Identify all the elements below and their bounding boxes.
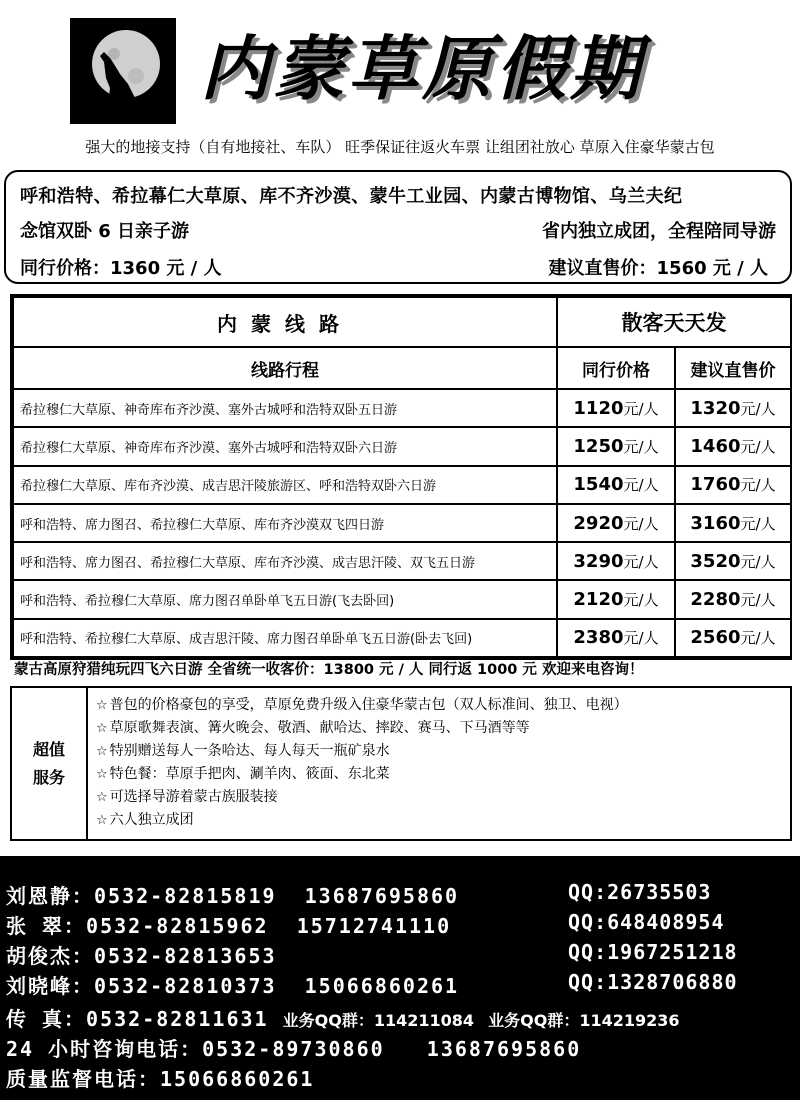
table-row xyxy=(13,466,791,504)
service-item xyxy=(96,786,628,809)
featured-line-2: 念馆双卧 6 日亲子游 xyxy=(20,221,190,242)
retail-price: 2280 xyxy=(690,589,741,611)
contact-phone: 0532-82815819 xyxy=(94,884,277,908)
fax-number: 0532-82811631 xyxy=(86,1007,269,1031)
promo-line: 蒙古高原狩猎纯玩四飞六日游 全省统一收客价：13800 元 / 人 同行返 1000 元 欢迎来电咨询！ xyxy=(14,662,644,678)
contact-qq: QQ:26735503 xyxy=(568,880,712,904)
hotline-mobile: 13687695860 xyxy=(426,1037,582,1061)
qq-group-2-label: 业务QQ群： xyxy=(488,1011,580,1030)
routes-table xyxy=(10,294,792,660)
qq-group-1: 114211084 xyxy=(373,1011,475,1030)
column-header-retail-price: 建议直售价 xyxy=(675,347,791,389)
column-header-route: 线路行程 xyxy=(13,347,557,389)
featured-peer-price: 同行价格：1360 元 / 人 xyxy=(20,258,222,279)
fax-row xyxy=(6,1003,680,1032)
contact-phone: 0532-82815962 xyxy=(86,914,269,938)
contact-name: 张 翠： xyxy=(6,914,87,938)
contact-phone: 0532-82813653 xyxy=(94,944,277,968)
contact-block xyxy=(0,856,800,1100)
contact-name: 刘恩静： xyxy=(6,884,94,908)
quality-phone: 15066860261 xyxy=(160,1067,315,1091)
price-unit: 元/人 xyxy=(623,476,659,495)
price-unit: 元/人 xyxy=(623,514,659,533)
contact-qq: QQ:648408954 xyxy=(568,910,725,934)
retail-price-cell xyxy=(675,466,791,504)
table-row xyxy=(13,427,791,465)
peer-price: 1250 xyxy=(573,435,624,457)
table-title: 内蒙线路 xyxy=(13,297,557,347)
contact-mobile: 15066860261 xyxy=(304,974,460,998)
peer-price: 2120 xyxy=(573,589,624,611)
route-name: 呼和浩特、希拉穆仁大草原、席力图召单卧单飞五日游(飞去卧回) xyxy=(13,580,557,618)
contact-name: 胡俊杰： xyxy=(6,944,94,968)
contact-info xyxy=(6,970,459,999)
service-text: 普包的价格豪包的享受，草原免费升级入住豪华蒙古包（双人标准间、独卫、电视） xyxy=(109,697,628,713)
quality-row xyxy=(6,1063,314,1092)
quality-label: 质量监督电话： xyxy=(6,1067,160,1091)
retail-price: 2560 xyxy=(690,627,741,649)
retail-price-cell xyxy=(675,580,791,618)
retail-price: 3520 xyxy=(690,550,741,572)
qq-group-1-label: 业务QQ群： xyxy=(282,1011,374,1030)
price-unit: 元/人 xyxy=(740,552,776,571)
contact-info xyxy=(6,880,459,909)
peer-price-cell xyxy=(557,504,675,542)
peer-price-cell xyxy=(557,580,675,618)
service-text: 六人独立成团 xyxy=(109,812,194,828)
service-text: 可选择导游着蒙古族服装接 xyxy=(109,789,278,805)
price-unit: 元/人 xyxy=(623,437,659,456)
featured-tour-box xyxy=(4,170,792,284)
service-item xyxy=(96,763,628,786)
contact-qq: QQ:1328706880 xyxy=(568,970,738,994)
star-icon: ☆ xyxy=(96,721,108,736)
retail-price: 1760 xyxy=(690,474,741,496)
price-unit: 元/人 xyxy=(740,437,776,456)
contact-phone: 0532-82810373 xyxy=(94,974,277,998)
service-item xyxy=(96,809,628,832)
retail-price-cell xyxy=(675,504,791,542)
route-name: 呼和浩特、希拉穆仁大草原、成吉思汗陵、席力图召单卧单飞五日游(卧去飞回) xyxy=(13,619,557,657)
table-row xyxy=(13,389,791,427)
peer-price-cell xyxy=(557,427,675,465)
table-row xyxy=(13,619,791,657)
table-row xyxy=(13,542,791,580)
peer-price-cell xyxy=(557,389,675,427)
peer-price: 2380 xyxy=(573,627,624,649)
featured-guide-note: 省内独立成团，全程陪同导游 xyxy=(542,221,776,242)
price-unit: 元/人 xyxy=(623,629,659,648)
services-box xyxy=(10,686,792,841)
retail-price-cell xyxy=(675,389,791,427)
price-unit: 元/人 xyxy=(740,399,776,418)
retail-price-cell xyxy=(675,542,791,580)
price-unit: 元/人 xyxy=(623,399,659,418)
contact-info xyxy=(6,910,451,939)
star-icon: ☆ xyxy=(96,698,108,713)
daily-departure: 散客天天发 xyxy=(557,297,791,347)
star-icon: ☆ xyxy=(96,790,108,805)
hotline-label: 24 小时咨询电话： xyxy=(6,1037,203,1061)
logo xyxy=(70,18,176,124)
hotline-row xyxy=(6,1033,581,1062)
service-item xyxy=(96,717,628,740)
price-unit: 元/人 xyxy=(740,629,776,648)
contact-qq: QQ:1967251218 xyxy=(568,940,738,964)
hotline-phone: 0532-89730860 xyxy=(202,1037,385,1061)
price-unit: 元/人 xyxy=(623,552,659,571)
qq-group-2: 114219236 xyxy=(579,1011,680,1030)
services-label xyxy=(12,688,88,839)
services-list xyxy=(96,694,628,832)
contact-mobile: 15712741110 xyxy=(296,914,452,938)
route-name: 希拉穆仁大草原、库布齐沙漠、成吉思汗陵旅游区、呼和浩特双卧六日游 xyxy=(13,466,557,504)
fax-label: 传 真： xyxy=(6,1007,87,1031)
service-item xyxy=(96,740,628,763)
route-name: 呼和浩特、席力图召、希拉穆仁大草原、库布齐沙漠、成吉思汗陵、双飞五日游 xyxy=(13,542,557,580)
star-icon: ☆ xyxy=(96,813,108,828)
table-row xyxy=(13,580,791,618)
table-row xyxy=(13,504,791,542)
service-item xyxy=(96,694,628,717)
peer-price-cell xyxy=(557,466,675,504)
featured-retail-price: 建议直售价：1560 元 / 人 xyxy=(548,258,768,279)
star-icon: ☆ xyxy=(96,744,108,759)
price-unit: 元/人 xyxy=(740,514,776,533)
price-unit: 元/人 xyxy=(623,591,659,610)
peer-price: 3290 xyxy=(573,550,624,572)
peer-price-cell xyxy=(557,619,675,657)
peer-price: 1120 xyxy=(573,397,624,419)
route-name: 希拉穆仁大草原、神奇库布齐沙漠、塞外古城呼和浩特双卧五日游 xyxy=(13,389,557,427)
contact-name: 刘晓峰： xyxy=(6,974,94,998)
retail-price-cell xyxy=(675,619,791,657)
retail-price: 1320 xyxy=(690,397,741,419)
route-name: 希拉穆仁大草原、神奇库布齐沙漠、塞外古城呼和浩特双卧六日游 xyxy=(13,427,557,465)
price-unit: 元/人 xyxy=(740,476,776,495)
retail-price: 3160 xyxy=(690,512,741,534)
featured-line-1: 呼和浩特、希拉幕仁大草原、库不齐沙漠、蒙牛工业园、内蒙古博物馆、乌兰夫纪 xyxy=(20,186,683,207)
service-text: 特别赠送每人一条哈达、每人每天一瓶矿泉水 xyxy=(109,743,390,759)
contact-mobile: 13687695860 xyxy=(304,884,460,908)
retail-price-cell xyxy=(675,427,791,465)
tagline: 强大的地接支持（自有地接社、车队） 旺季保证往返火车票 让组团社放心 草原入住豪华蒙古包 xyxy=(85,138,715,156)
peer-price: 1540 xyxy=(573,474,624,496)
price-unit: 元/人 xyxy=(740,591,776,610)
column-header-peer-price: 同行价格 xyxy=(557,347,675,389)
services-label-line-2: 服务 xyxy=(32,767,65,787)
peer-price: 2920 xyxy=(573,512,624,534)
contact-info xyxy=(6,940,305,969)
star-icon: ☆ xyxy=(96,767,108,782)
services-label-line-1: 超值 xyxy=(32,739,65,759)
howling-wolf-moon-icon xyxy=(70,18,176,124)
retail-price: 1460 xyxy=(690,435,741,457)
route-name: 呼和浩特、席力图召、希拉穆仁大草原、库布齐沙漠双飞四日游 xyxy=(13,504,557,542)
page-title: 内蒙草原假期 xyxy=(200,28,644,110)
peer-price-cell xyxy=(557,542,675,580)
service-text: 草原歌舞表演、篝火晚会、敬酒、献哈达、摔跤、赛马、下马酒等等 xyxy=(109,720,530,736)
service-text: 特色餐：草原手把肉、涮羊肉、筱面、东北菜 xyxy=(109,766,390,782)
